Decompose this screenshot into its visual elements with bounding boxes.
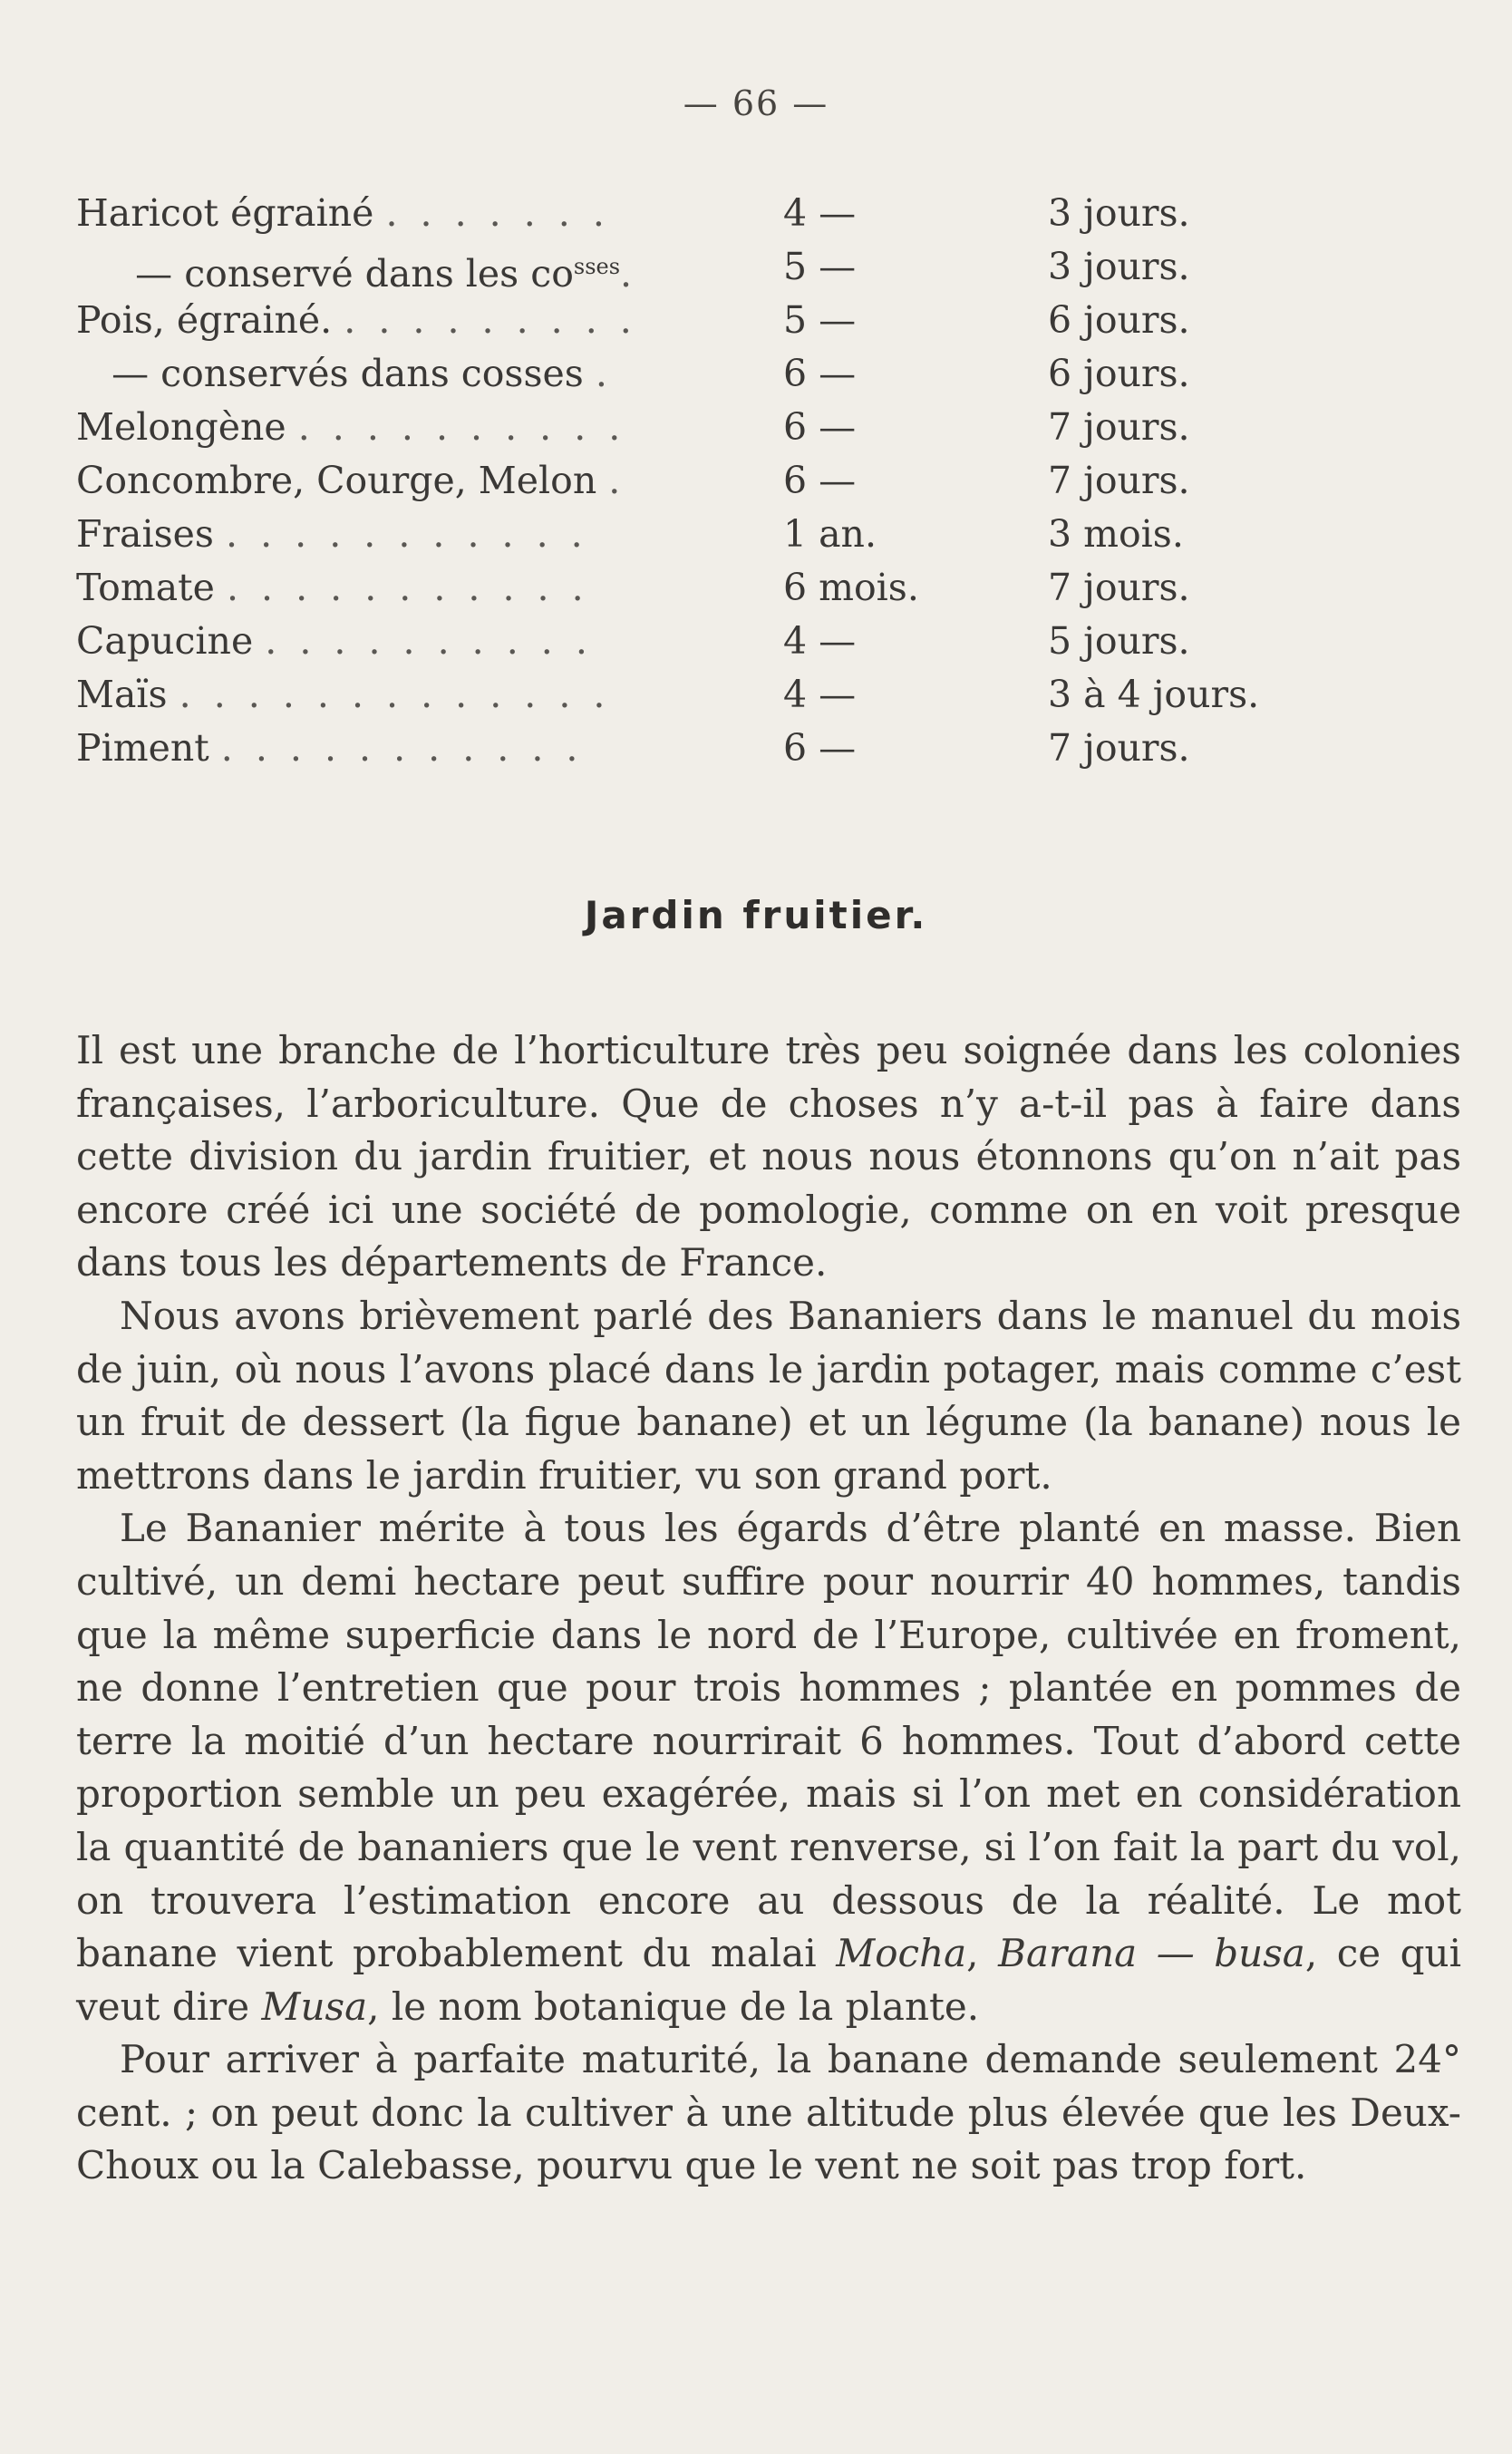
row-name: Fraises . . . . . . . . . . .: [76, 512, 588, 556]
row-name: Tomate . . . . . . . . . . .: [76, 566, 589, 609]
row-duration: 6 —: [783, 459, 857, 502]
table-row: [76, 722, 1309, 775]
body-text: [76, 1024, 1461, 2193]
row-duration: 6 —: [783, 726, 857, 770]
row-name: Maïs . . . . . . . . . . . . .: [76, 673, 611, 716]
row-ripening: 7 jours.: [1048, 566, 1190, 609]
page-number: — 66 —: [683, 83, 829, 123]
row-duration: 4 —: [783, 191, 857, 235]
row-ripening: 6 jours.: [1048, 352, 1190, 395]
row-name: Haricot égrainé . . . . . . .: [76, 191, 610, 235]
row-duration: 4 —: [783, 673, 857, 716]
table-row: [76, 561, 1309, 615]
row-ripening: 7 jours.: [1048, 726, 1190, 770]
section-title: Jardin fruitier.: [584, 893, 928, 937]
row-duration: 6 —: [783, 405, 857, 449]
row-ripening: 3 mois.: [1048, 512, 1184, 556]
row-ripening: 7 jours.: [1048, 405, 1190, 449]
table-row: [76, 508, 1309, 561]
table-row: [76, 240, 1309, 294]
table-row: [76, 347, 1309, 401]
paragraph: Nous avons brièvement parlé des Bananiers dans le manuel du mois de juin, où nous l’avons placé dans le jardin potager, mais comme c’est un fruit de dessert (la figue banane) et un légume (la banane) nous le mettrons dans le jardin fruitier, vu son grand port.: [76, 1293, 1461, 1498]
vegetable-table: [76, 187, 1309, 775]
paragraph: Le Bananier mérite à tous les égards d’être planté en masse. Bien cultivé, un demi hectare peut suffire pour nourrir 40 hommes, tandis que la même superficie dans le nord de l’Europe, cultivée en froment, ne donne l’entretien que pour trois hommes ; plantée en pommes de terre la moitié d’un hectare nourrirait 6 hommes. Tout d’abord cette proportion semble un peu exagérée, mais si l’on met en considération la quantité de bananiers que le vent renverse, si l’on fait la part du vol, on trouvera l’estimation encore au dessous de la réalité. Le mot banane vient probablement du malai Mocha, Barana — busa, ce qui veut dire Musa, le nom botanique de la plante.: [76, 1506, 1461, 2029]
row-duration: 6 —: [783, 352, 857, 395]
table-row: [76, 615, 1309, 668]
paragraph: Pour arriver à parfaite maturité, la banane demande seulement 24° cent. ; on peut donc la cultiver à une altitude plus élevée que les Deux-Choux ou la Calebasse, pourvu que le vent ne soit pas trop fort.: [76, 2037, 1461, 2188]
table-row: [76, 454, 1309, 508]
row-name: Melongène . . . . . . . . . .: [76, 405, 626, 449]
row-duration: 5 —: [783, 298, 857, 342]
row-name: Piment . . . . . . . . . . .: [76, 726, 584, 770]
row-duration: 5 —: [783, 245, 857, 288]
row-ripening: 6 jours.: [1048, 298, 1190, 342]
row-ripening: 3 jours.: [1048, 191, 1190, 235]
row-ripening: 3 à 4 jours.: [1048, 673, 1260, 716]
table-row: [76, 401, 1309, 454]
row-name: Pois, égrainé. . . . . . . . . .: [76, 298, 637, 342]
row-name: — conservés dans cosses .: [111, 352, 613, 395]
row-name: — conservé dans les $co^{sses}$.: [135, 252, 638, 296]
table-row: [76, 187, 1309, 240]
table-row: [76, 668, 1309, 722]
row-name: Concombre, Courge, Melon .: [76, 459, 626, 502]
row-ripening: 3 jours.: [1048, 245, 1190, 288]
row-duration: 1 an.: [783, 512, 877, 556]
row-ripening: 7 jours.: [1048, 459, 1190, 502]
row-duration: 4 —: [783, 619, 857, 663]
row-duration: 6 mois.: [783, 566, 919, 609]
row-name: Capucine . . . . . . . . . .: [76, 619, 593, 663]
table-row: [76, 294, 1309, 347]
row-ripening: 5 jours.: [1048, 619, 1190, 663]
paragraph: Il est une branche de l’horticulture très peu soignée dans les colonies françaises, l’arboriculture. Que de choses n’y a-t-il pas à faire dans cette division du jardin fruitier, et nous nous étonnons qu’on n’ait pas encore créé ici une société de pomologie, comme on en voit presque dans tous les départements de France.: [76, 1028, 1461, 1285]
